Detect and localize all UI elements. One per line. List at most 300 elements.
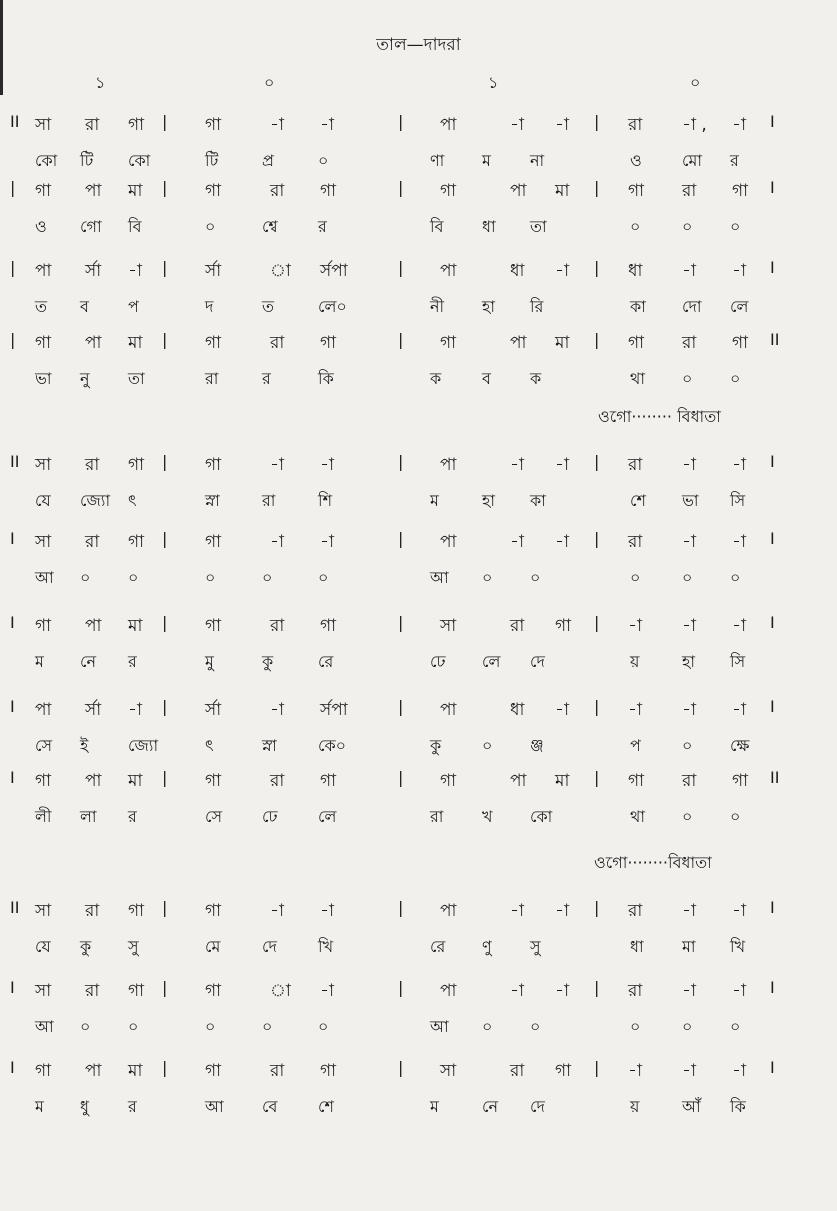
swara-note: পা xyxy=(440,261,457,281)
swara-note: পা xyxy=(85,616,102,636)
swara-note: র্সা xyxy=(205,261,222,281)
notation-line xyxy=(0,112,837,146)
measure-bar: | xyxy=(162,768,168,787)
lyric-syllable: কা xyxy=(630,297,646,316)
swara-note: গা xyxy=(128,115,145,135)
lyric-syllable: ধা xyxy=(482,217,496,236)
lyric-syllable: লে xyxy=(482,652,501,671)
swara-note: গা xyxy=(128,901,145,921)
lyric-line xyxy=(0,804,837,838)
lyric-syllable: আ xyxy=(35,1017,54,1036)
lyric-syllable: ৎ xyxy=(205,736,214,755)
swara-note: রা xyxy=(628,981,643,1001)
swara-note: গা xyxy=(628,771,645,791)
lyric-syllable: মু xyxy=(205,652,214,671)
swara-note: রা xyxy=(85,455,100,475)
lyric-syllable: ই xyxy=(80,736,89,755)
swara-note: পা xyxy=(85,333,102,353)
lyric-syllable: সি xyxy=(730,652,746,671)
lyric-line xyxy=(0,565,837,599)
measure-bar: | xyxy=(162,1058,168,1077)
swara-note: পা xyxy=(510,771,527,791)
swara-note: সা xyxy=(35,455,52,475)
lyric-syllable: ০ xyxy=(482,1017,493,1036)
swara-note: -া xyxy=(270,115,284,135)
lyric-syllable: ০ xyxy=(630,568,641,587)
lyric-syllable: দে xyxy=(262,937,277,956)
swara-note: গা xyxy=(205,333,222,353)
lyric-syllable: রা xyxy=(262,491,276,510)
swara-note: পা xyxy=(440,700,457,720)
swara-note: -া xyxy=(682,700,696,720)
measure-bar: | xyxy=(594,1058,600,1077)
lyric-syllable: কু xyxy=(262,652,274,671)
lyric-syllable: জ্যো xyxy=(128,736,159,755)
refrain-cue: ওগো········ বিধাতা xyxy=(598,407,721,426)
lyric-syllable: হা xyxy=(682,652,696,671)
swara-note: রা xyxy=(682,333,697,353)
lyric-syllable: রা xyxy=(430,807,444,826)
lyric-syllable: কে০ xyxy=(318,736,347,755)
swara-note: রা xyxy=(510,1061,525,1081)
notation-line xyxy=(0,898,837,932)
swara-note: গা xyxy=(320,333,337,353)
lyric-syllable: ম xyxy=(482,151,491,170)
measure-bar: | xyxy=(594,898,600,917)
lyric-syllable: র xyxy=(730,151,739,170)
swara-note: গা xyxy=(440,181,457,201)
lyric-syllable: স্না xyxy=(205,491,220,510)
lyric-syllable: খ xyxy=(482,807,493,826)
lyric-syllable: র xyxy=(262,369,271,388)
lyric-syllable: প xyxy=(630,736,641,755)
lyric-syllable: কো xyxy=(530,807,553,826)
swara-note: গা xyxy=(128,981,145,1001)
lyric-syllable: ০ xyxy=(80,1017,91,1036)
lyric-syllable: য় xyxy=(630,652,640,671)
swara-note: রা xyxy=(270,333,285,353)
swara-note: মা xyxy=(555,333,570,353)
measure-bar: | xyxy=(398,697,404,716)
lyric-syllable: ০ xyxy=(262,568,273,587)
swara-note: -া xyxy=(732,261,746,281)
swara-note: -া xyxy=(555,981,569,1001)
swara-note: -া xyxy=(510,981,524,1001)
section-bar-end: I xyxy=(770,613,775,632)
swara-note: পা xyxy=(35,700,52,720)
notation-line xyxy=(0,697,837,731)
lyric-syllable: র xyxy=(128,807,137,826)
swara-note: গা xyxy=(555,1061,572,1081)
lyric-syllable: কি xyxy=(318,369,334,388)
swara-note: ধা xyxy=(628,261,643,281)
lyric-syllable: ব xyxy=(482,369,491,388)
lyric-syllable: কো xyxy=(35,151,58,170)
section-bar-end: I xyxy=(770,452,775,471)
measure-bar: | xyxy=(594,697,600,716)
lyric-syllable: ০ xyxy=(682,807,693,826)
swara-note: গা xyxy=(205,981,222,1001)
lyric-syllable: ম xyxy=(430,1097,439,1116)
section-bar-end: II xyxy=(770,330,780,349)
lyric-syllable: র xyxy=(128,652,137,671)
section-bar-start: I xyxy=(10,1058,15,1077)
notation-line xyxy=(0,1058,837,1092)
lyric-syllable: ০ xyxy=(318,1017,329,1036)
swara-note: র্সপা xyxy=(320,261,348,281)
lyric-syllable: লী xyxy=(35,807,52,826)
swara-note: -া xyxy=(320,901,334,921)
swara-note: -া xyxy=(732,901,746,921)
swara-note: -া xyxy=(732,532,746,552)
swara-note: গা xyxy=(732,333,749,353)
lyric-syllable: ধু xyxy=(80,1097,89,1116)
measure-bar: | xyxy=(594,330,600,349)
swara-note: গা xyxy=(128,455,145,475)
lyric-syllable: নী xyxy=(430,297,445,316)
section-bar-end: I xyxy=(770,978,775,997)
section-bar-end: I xyxy=(770,529,775,548)
measure-bar: | xyxy=(594,768,600,787)
swara-note: গা xyxy=(205,115,222,135)
swara-note: গা xyxy=(440,333,457,353)
measure-bar: | xyxy=(162,258,168,277)
lyric-line xyxy=(0,934,837,968)
lyric-syllable: ০ xyxy=(482,736,493,755)
lyric-syllable: লে xyxy=(318,807,337,826)
lyric-syllable: র xyxy=(128,1097,137,1116)
section-bar-start: | xyxy=(10,330,16,349)
lyric-syllable: ০ xyxy=(630,1017,641,1036)
swara-note: রা xyxy=(270,616,285,636)
swara-note: -া xyxy=(682,261,696,281)
lyric-syllable: ০ xyxy=(682,736,693,755)
lyric-syllable: সু xyxy=(530,937,541,956)
lyric-syllable: আ xyxy=(35,568,54,587)
lyric-syllable: রি xyxy=(530,297,544,316)
lyric-syllable: জ্যো xyxy=(80,491,111,510)
measure-bar: | xyxy=(398,112,404,131)
swara-note: রা xyxy=(270,771,285,791)
measure-bar: | xyxy=(398,613,404,632)
lyric-syllable: ঢে xyxy=(430,652,446,671)
beat-marker: ১ xyxy=(488,73,499,92)
swara-note: -া xyxy=(270,532,284,552)
swara-note: -া xyxy=(732,455,746,475)
measure-bar: | xyxy=(398,529,404,548)
lyric-syllable: ভা xyxy=(35,369,52,388)
swara-note: গা xyxy=(320,616,337,636)
swara-note: গা xyxy=(205,901,222,921)
lyric-syllable: তা xyxy=(128,369,145,388)
section-bar-end: I xyxy=(770,258,775,277)
swara-note: রা xyxy=(628,532,643,552)
swara-note: পা xyxy=(510,333,527,353)
measure-bar: | xyxy=(594,978,600,997)
lyric-line xyxy=(0,488,837,522)
swara-note: সা xyxy=(35,901,52,921)
lyric-syllable: দে xyxy=(530,652,545,671)
swara-note: -া xyxy=(555,901,569,921)
lyric-syllable: ০ xyxy=(262,1017,273,1036)
section-bar-end: I xyxy=(770,178,775,197)
page-title: তাল—দাদরা xyxy=(376,35,461,55)
swara-note: -া xyxy=(555,532,569,552)
swara-note: -া xyxy=(682,901,696,921)
swara-note: মা xyxy=(128,1061,143,1081)
lyric-syllable: কো xyxy=(128,151,151,170)
lyric-syllable: ঞ্জ xyxy=(530,736,544,755)
section-bar-start: I xyxy=(10,768,15,787)
measure-bar: | xyxy=(162,898,168,917)
lyric-syllable: কা xyxy=(530,491,546,510)
measure-bar: | xyxy=(398,178,404,197)
swara-note: -া xyxy=(555,700,569,720)
lyric-syllable: রে xyxy=(430,937,446,956)
lyric-syllable: শ্বে xyxy=(262,217,278,236)
swara-note: রা xyxy=(85,532,100,552)
lyric-syllable: ০ xyxy=(630,217,641,236)
measure-bar: | xyxy=(398,978,404,997)
swara-note: -া xyxy=(682,981,696,1001)
measure-bar: | xyxy=(594,178,600,197)
lyric-syllable: নে xyxy=(80,652,97,671)
swara-note: রা xyxy=(85,115,100,135)
lyric-syllable: কু xyxy=(80,937,92,956)
lyric-syllable: লা xyxy=(80,807,97,826)
swara-note: পা xyxy=(440,532,457,552)
measure-bar: | xyxy=(162,452,168,471)
beat-marker: ০ xyxy=(690,73,701,92)
swara-note: গা xyxy=(205,771,222,791)
swara-note: রা xyxy=(85,901,100,921)
swara-note: -া xyxy=(128,261,142,281)
measure-bar: | xyxy=(594,112,600,131)
lyric-syllable: ঢে xyxy=(262,807,278,826)
lyric-syllable: দ xyxy=(205,297,214,316)
swara-note: রা xyxy=(628,455,643,475)
lyric-syllable: ধা xyxy=(630,937,644,956)
lyric-syllable: না xyxy=(530,151,545,170)
lyric-syllable: ও xyxy=(630,151,642,170)
swara-note: মা xyxy=(128,616,143,636)
lyric-syllable: ক xyxy=(530,369,542,388)
lyric-syllable: নু xyxy=(80,369,90,388)
swara-note: রা xyxy=(270,1061,285,1081)
lyric-syllable: ০ xyxy=(530,568,541,587)
notation-line xyxy=(0,330,837,364)
swara-note: -া xyxy=(628,1061,642,1081)
section-bar-start: I xyxy=(10,613,15,632)
lyric-line xyxy=(0,294,837,328)
swara-note: গা xyxy=(35,333,52,353)
swara-note: র্সা xyxy=(85,261,102,281)
swara-note: গা xyxy=(732,771,749,791)
lyric-syllable: ম xyxy=(35,1097,44,1116)
lyric-syllable: মা xyxy=(682,937,696,956)
measure-bar: | xyxy=(398,1058,404,1077)
notation-line xyxy=(0,258,837,292)
lyric-syllable: বে xyxy=(262,1097,278,1116)
lyric-syllable: ০ xyxy=(318,151,329,170)
lyric-syllable: লে xyxy=(730,297,749,316)
swara-note: -া xyxy=(555,455,569,475)
swara-note: -া xyxy=(682,1061,696,1081)
lyric-syllable: ০ xyxy=(682,568,693,587)
lyric-syllable: শি xyxy=(318,491,333,510)
swara-note: পা xyxy=(35,261,52,281)
lyric-line xyxy=(0,148,837,182)
lyric-syllable: ০ xyxy=(730,217,741,236)
notation-line xyxy=(0,178,837,212)
swara-note: া xyxy=(270,981,291,1001)
lyric-syllable: র xyxy=(318,217,327,236)
swara-note: গা xyxy=(205,181,222,201)
measure-bar: | xyxy=(162,529,168,548)
lyric-syllable: ০ xyxy=(730,1017,741,1036)
swara-note: -া xyxy=(732,1061,746,1081)
swara-note: পা xyxy=(440,455,457,475)
measure-bar: | xyxy=(594,452,600,471)
swara-note: গা xyxy=(205,616,222,636)
lyric-syllable: প xyxy=(128,297,139,316)
swara-note: রা xyxy=(682,771,697,791)
lyric-syllable: সু xyxy=(128,937,139,956)
lyric-syllable: খি xyxy=(318,937,334,956)
swara-note: পা xyxy=(85,771,102,791)
lyric-syllable: ০ xyxy=(730,568,741,587)
refrain-cue: ওগো········বিধাতা xyxy=(594,853,712,872)
lyric-syllable: যে xyxy=(35,491,51,510)
lyric-syllable: ব xyxy=(80,297,89,316)
lyric-syllable: হা xyxy=(482,491,496,510)
swara-note: -া xyxy=(732,616,746,636)
lyric-syllable: ০ xyxy=(730,369,741,388)
lyric-syllable: ক xyxy=(430,369,442,388)
swara-note: পা xyxy=(85,1061,102,1081)
lyric-syllable: আ xyxy=(205,1097,224,1116)
lyric-syllable: স্না xyxy=(262,736,277,755)
swara-note: সা xyxy=(35,532,52,552)
swara-note: -া xyxy=(682,616,696,636)
lyric-syllable: সে xyxy=(35,736,53,755)
swara-note: -া xyxy=(510,455,524,475)
lyric-syllable: সে xyxy=(205,807,223,826)
swara-note: গা xyxy=(320,1061,337,1081)
lyric-syllable: ০ xyxy=(205,1017,216,1036)
section-bar-end: I xyxy=(770,898,775,917)
lyric-syllable: মো xyxy=(682,151,703,170)
swara-note: মা xyxy=(555,771,570,791)
lyric-syllable: ত xyxy=(35,297,48,316)
lyric-syllable: দে xyxy=(530,1097,545,1116)
swara-note: গা xyxy=(205,1061,222,1081)
lyric-syllable: ০ xyxy=(205,217,216,236)
swara-note: রা xyxy=(510,616,525,636)
swara-note: গা xyxy=(320,771,337,791)
measure-bar: | xyxy=(162,978,168,997)
swara-note: -া xyxy=(320,981,334,1001)
lyric-syllable: বি xyxy=(430,217,444,236)
swara-note: গা xyxy=(35,181,52,201)
lyric-syllable: ০ xyxy=(128,1017,139,1036)
lyric-syllable: আঁ xyxy=(682,1097,701,1116)
lyric-syllable: আ xyxy=(430,568,449,587)
swara-note: -া xyxy=(628,700,642,720)
lyric-syllable: রা xyxy=(205,369,219,388)
lyric-syllable: ০ xyxy=(482,568,493,587)
lyric-syllable: শে xyxy=(630,491,646,510)
notation-line xyxy=(0,978,837,1012)
swara-note: মা xyxy=(128,333,143,353)
measure-bar: | xyxy=(398,898,404,917)
swara-note: সা xyxy=(440,616,457,636)
swara-note: -া xyxy=(628,616,642,636)
swara-note: গা xyxy=(628,181,645,201)
lyric-syllable: কু xyxy=(430,736,442,755)
measure-bar: | xyxy=(398,258,404,277)
section-bar-end: II xyxy=(770,768,780,787)
section-bar-start: II xyxy=(10,898,20,917)
lyric-syllable: নে xyxy=(482,1097,499,1116)
beat-marker-row xyxy=(0,70,837,94)
beat-marker: ০ xyxy=(264,73,275,92)
swara-note: ধা xyxy=(510,700,525,720)
lyric-syllable: বি xyxy=(128,217,142,236)
swara-note: -া xyxy=(732,981,746,1001)
measure-bar: | xyxy=(162,112,168,131)
lyric-syllable: ০ xyxy=(682,217,693,236)
notation-line xyxy=(0,768,837,802)
lyric-syllable: টি xyxy=(205,151,219,170)
swara-note: পা xyxy=(510,181,527,201)
notation-line xyxy=(0,452,837,486)
swara-note: -া xyxy=(510,901,524,921)
lyric-syllable: ও xyxy=(35,217,47,236)
swara-note: -া xyxy=(320,115,334,135)
measure-bar: | xyxy=(162,697,168,716)
measure-bar: | xyxy=(162,178,168,197)
section-bar-start: I xyxy=(10,529,15,548)
lyric-syllable: সি xyxy=(730,491,746,510)
swara-note: গা xyxy=(628,333,645,353)
lyric-syllable: যে xyxy=(35,937,51,956)
lyric-syllable: ক্ষে xyxy=(730,736,750,755)
swara-note: -া xyxy=(732,115,746,135)
swara-note: রা xyxy=(270,181,285,201)
swara-note: -া xyxy=(270,700,284,720)
swara-note: -া xyxy=(320,455,334,475)
swara-note: রা xyxy=(628,115,643,135)
swara-note: গা xyxy=(35,771,52,791)
lyric-syllable: মে xyxy=(205,937,221,956)
swara-note: র্সা xyxy=(205,700,222,720)
section-bar-end: I xyxy=(770,697,775,716)
swara-note: মা xyxy=(128,181,143,201)
lyric-syllable: য় xyxy=(630,1097,640,1116)
swara-note: রা xyxy=(85,981,100,1001)
swara-note: -া xyxy=(555,115,569,135)
swara-note: পা xyxy=(440,981,457,1001)
lyric-syllable: ০ xyxy=(80,568,91,587)
swara-note: গা xyxy=(205,455,222,475)
lyric-syllable: রে xyxy=(318,652,334,671)
lyric-syllable: আ xyxy=(430,1017,449,1036)
lyric-line xyxy=(0,733,837,767)
lyric-line xyxy=(0,649,837,683)
lyric-line xyxy=(0,366,837,400)
swara-note: -া xyxy=(682,532,696,552)
